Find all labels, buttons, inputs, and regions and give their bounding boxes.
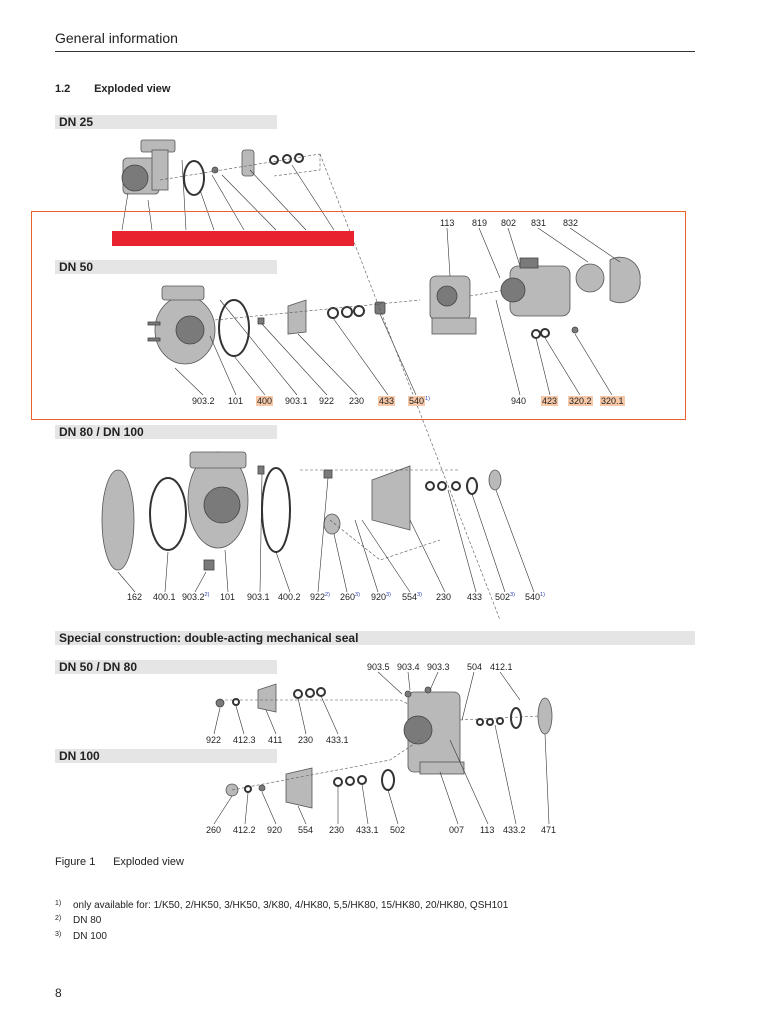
footnote xyxy=(55,931,107,942)
footnote-ref: 3) xyxy=(386,592,391,598)
footnote-mark: 2) xyxy=(55,915,62,922)
part-label-with-note xyxy=(371,592,391,602)
part-label-with-note xyxy=(525,592,545,602)
figure-label: Figure 1 xyxy=(55,856,96,868)
page-number: 8 xyxy=(55,986,62,1000)
part-label: 411 xyxy=(268,735,283,745)
part-label: 230 xyxy=(329,825,345,835)
part-label: 007 xyxy=(449,825,465,835)
section-number: 1.2 xyxy=(55,83,71,95)
part-label-with-note xyxy=(408,396,430,406)
footnote-ref: 3) xyxy=(355,592,360,598)
footnote-mark: 3) xyxy=(55,931,62,938)
part-label: 903.4 xyxy=(397,662,420,672)
figure-caption xyxy=(55,856,184,868)
part-label: 802 xyxy=(501,218,517,228)
part-label: 903.3 xyxy=(427,662,450,672)
part-label: 162 xyxy=(127,592,143,602)
part-label: 400.1 xyxy=(153,592,176,602)
band-dn80-dn100: DN 80 / DN 100 xyxy=(55,425,277,439)
part-label: 819 xyxy=(472,218,488,228)
part-label: 903.2 xyxy=(182,592,205,602)
part-label: 504 xyxy=(467,662,483,672)
part-label: 903.1 xyxy=(247,592,270,602)
part-label: 433 xyxy=(467,592,483,602)
part-label: 920 xyxy=(267,825,283,835)
footnote-ref: 2) xyxy=(325,592,330,598)
section-title: Exploded view xyxy=(94,83,171,95)
part-label: 832 xyxy=(563,218,579,228)
footnote xyxy=(55,900,508,911)
band-dn25: DN 25 xyxy=(55,115,277,129)
band-dn100: DN 100 xyxy=(55,749,277,763)
part-label-highlighted: 540 xyxy=(409,396,425,406)
part-label: 554 xyxy=(298,825,314,835)
footnote-ref: 2) xyxy=(204,592,210,598)
part-label: 260 xyxy=(340,592,356,602)
part-label: 540 xyxy=(525,592,541,602)
part-label: 101 xyxy=(228,396,244,406)
part-label: 433.2 xyxy=(503,825,526,835)
footnote-ref: 3) xyxy=(417,592,422,598)
dn80-pump-drawing xyxy=(102,452,534,592)
part-label: 400.2 xyxy=(278,592,301,602)
part-label-highlighted: 433 xyxy=(379,396,395,406)
part-label: 433.1 xyxy=(356,825,379,835)
special-construction-drawing xyxy=(214,672,552,824)
footnote-text: DN 80 xyxy=(73,915,102,926)
part-label: 230 xyxy=(349,396,365,406)
part-label: 230 xyxy=(436,592,452,602)
redaction-bar xyxy=(112,231,354,246)
part-label: 831 xyxy=(531,218,547,228)
band-special-construction: Special construction: double-acting mechanical seal xyxy=(55,631,695,645)
footnote xyxy=(55,915,101,926)
part-label: 471 xyxy=(541,825,557,835)
part-label: 922 xyxy=(206,735,222,745)
footnote-ref: 3) xyxy=(510,592,515,598)
part-label: 101 xyxy=(220,592,236,602)
part-label-with-note xyxy=(402,592,422,602)
part-label-highlighted: 320.2 xyxy=(569,396,592,406)
part-label: 412.3 xyxy=(233,735,256,745)
part-label: 113 xyxy=(440,218,455,228)
part-label: 920 xyxy=(371,592,387,602)
part-label: 412.2 xyxy=(233,825,256,835)
part-label: 922 xyxy=(319,396,335,406)
part-label: 412.1 xyxy=(490,662,513,672)
part-label: 903.2 xyxy=(192,396,215,406)
part-label: 433.1 xyxy=(326,735,349,745)
part-label: 903.1 xyxy=(285,396,308,406)
part-label: 260 xyxy=(206,825,222,835)
part-label-with-note xyxy=(182,592,209,602)
footnote-ref: 1) xyxy=(540,592,545,598)
part-label-highlighted: 320.1 xyxy=(601,396,624,406)
part-label-highlighted: 400 xyxy=(257,396,273,406)
page-header-title: General information xyxy=(55,30,178,46)
part-label: 903.5 xyxy=(367,662,390,672)
part-label: 502 xyxy=(495,592,511,602)
figure-caption-text: Exploded view xyxy=(113,856,184,868)
part-label: 502 xyxy=(390,825,406,835)
footnote-text: DN 100 xyxy=(73,931,107,942)
footnote-ref: 1) xyxy=(425,396,430,402)
part-label-with-note xyxy=(340,592,360,602)
part-label: 554 xyxy=(402,592,418,602)
part-label-with-note xyxy=(495,592,515,602)
part-label: 922 xyxy=(310,592,326,602)
footnote-mark: 1) xyxy=(55,900,62,907)
part-label: 940 xyxy=(511,396,527,406)
band-dn50: DN 50 xyxy=(55,260,277,274)
part-label: 230 xyxy=(298,735,314,745)
band-dn50-dn80: DN 50 / DN 80 xyxy=(55,660,277,674)
part-label: 113 xyxy=(480,825,495,835)
part-label-with-note xyxy=(310,592,330,602)
part-label-highlighted: 423 xyxy=(542,396,558,406)
footnote-text: only available for: 1/K50, 2/HK50, 3/HK50, 3/K80, 4/HK80, 5,5/HK80, 15/HK80, 20/HK80, QSH101 xyxy=(73,900,509,911)
